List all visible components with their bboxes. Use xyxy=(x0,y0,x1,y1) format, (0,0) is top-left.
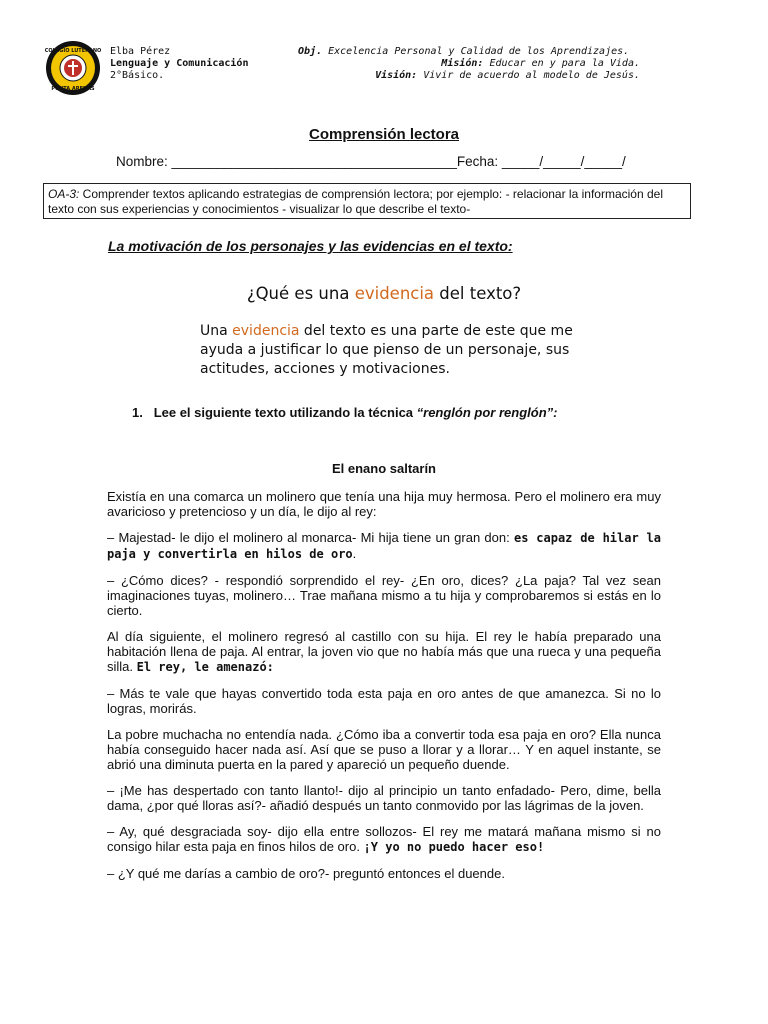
header-left xyxy=(110,46,248,82)
page-title: Comprensión lectora xyxy=(308,126,460,143)
learning-objective-box xyxy=(43,183,691,219)
instruction-1: 1. Lee el siguiente texto utilizando la técnica “renglón por renglón”: xyxy=(132,405,558,420)
objective-line: Obj. Excelencia Personal y Calidad de los Aprendizajes. xyxy=(298,46,630,57)
section-title: La motivación de los personajes y las evidencias en el texto: xyxy=(108,238,513,254)
teacher-name: Elba Pérez xyxy=(110,46,171,57)
grade-level: 2°Básico. xyxy=(110,70,165,81)
story-paragraph: Al día siguiente, el molinero regresó al castillo con su hija. El rey le había preparado una habitación llena de paja. Al entrar, la joven vio que no había más que una rueca y una pequeña silla. El rey, le amenazó: xyxy=(107,629,661,674)
mission-line: Misión: Educar en y para la Vida. xyxy=(441,58,640,69)
oa-label: OA-3: xyxy=(48,187,80,201)
subject-name: Lenguaje y Comunicación xyxy=(110,58,249,69)
question-heading: ¿Qué es una evidencia del texto? xyxy=(246,284,522,303)
svg-text:PUNTA ARENAS: PUNTA ARENAS xyxy=(51,86,95,92)
story-paragraph: Existía en una comarca un molinero que tenía una hija muy hermosa. Pero el molinero era muy avaricioso y pretencioso y un día, le dijo al rey: xyxy=(107,489,661,519)
story-paragraph: – Más te vale que hayas convertido toda esta paja en oro antes de que amanezca. Si no lo logras, morirás. xyxy=(107,686,661,716)
story-paragraph: – ¿Y qué me darías a cambio de oro?- preguntó entonces el duende. xyxy=(107,866,505,881)
header-right xyxy=(250,46,640,82)
story-paragraph: – ¡Me has despertado con tanto llanto!- dijo al principio un tanto enfadado- Pero, dime, bella dama, ¿por qué lloras así?- añadió después un tanto conmovido por las lágrimas de la joven. xyxy=(107,783,661,813)
name-date-line: Nombre: ______________________________________Fecha: _____/_____/_____/ xyxy=(116,154,626,169)
story-paragraph: – Ay, qué desgraciada soy- dijo ella entre sollozos- El rey me matará mañana mismo si no consigo hilar esta paja en finos hilos de oro. ¡Y yo no puedo hacer eso! xyxy=(107,824,661,854)
story-paragraph: – ¿Cómo dices? - respondió sorprendido el rey- ¿En oro, dices? ¿La paja? Tal vez sean imaginaciones tuyas, molinero… Trae mañana mismo a tu hija y comprobaremos si estás en lo cierto. xyxy=(107,573,661,618)
story-title: El enano saltarín xyxy=(331,461,437,476)
story-text xyxy=(107,489,661,892)
vision-line: Visión: Vivir de acuerdo al modelo de Jesús. xyxy=(375,70,640,81)
school-seal-logo xyxy=(45,40,101,96)
story-paragraph: – Majestad- le dijo el molinero al monarca- Mi hija tiene un gran don: es capaz de hilar la paja y convertirla en hilos de oro. xyxy=(107,530,661,561)
story-paragraph: La pobre muchacha no entendía nada. ¿Cómo iba a convertir toda esa paja en oro? Ella nunca había conseguido hacer nada así. Así que se puso a llorar y a llorar… Y en aquel instante, se abrió una diminuta puerta en la pared y apareció un pequeño duende. xyxy=(107,727,661,772)
oa-text: Comprender textos aplicando estrategias de comprensión lectora; por ejemplo: - relacionar la información del texto con sus experiencias y conocimientos - visualizar lo que describe el texto- xyxy=(48,187,663,216)
definition-text: Una evidencia del texto es una parte de este que me ayuda a justificar lo que pienso de un personaje, sus actitudes, acciones y motivaciones. xyxy=(200,323,573,377)
svg-text:COLEGIO LUTERANO: COLEGIO LUTERANO xyxy=(45,48,101,54)
